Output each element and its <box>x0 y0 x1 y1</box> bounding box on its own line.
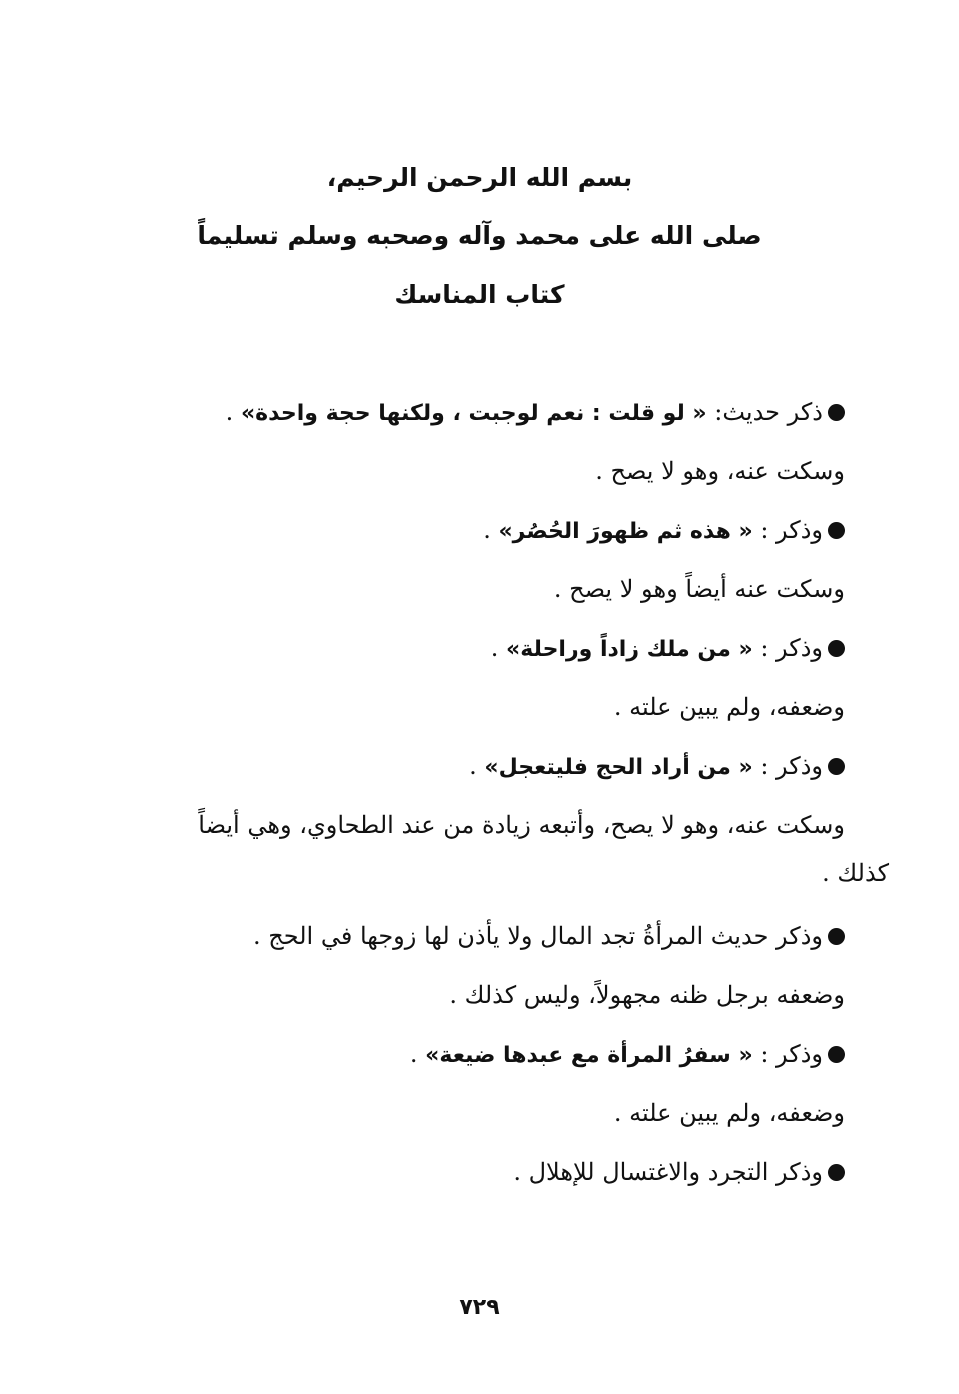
entry-tail: . <box>483 516 499 544</box>
hadith-quote: « هذه ثم ظهورَ الحُصُر» <box>498 519 753 544</box>
entry-comment-2: وسكت عنه أيضاً وهو لا يصح . <box>553 575 845 603</box>
entry-lead: وذكر : <box>752 634 823 662</box>
bullet-icon <box>828 1164 845 1181</box>
bullet-icon <box>828 758 845 775</box>
entry-lead: وذكر : <box>752 752 823 780</box>
entry-tail: . <box>225 398 241 426</box>
entry-comment-4: وسكت عنه، وهو لا يصح، وأتبعه زيادة من عند الطحاوي، وهي أيضاً <box>198 811 845 839</box>
hadith-quote: « من أراد الحج فليتعجل» <box>484 755 753 780</box>
hadith-quote: « سفرُ المرأة مع عبدها ضيعة» <box>425 1043 753 1068</box>
entry-bullet-7 <box>513 1152 845 1192</box>
entry-bullet-2 <box>483 510 845 552</box>
salawat-heading: صلى الله على محمد وآله وصحبه وسلم تسليماً <box>197 221 762 250</box>
entry-comment-5: وضعفه برجل ظنه مجهولاً، وليس كذلك . <box>449 981 845 1009</box>
entry-bullet-6 <box>410 1034 845 1076</box>
bullet-icon <box>828 1046 845 1063</box>
entry-comment-4-continuation: كذلك . <box>822 859 889 887</box>
bullet-icon <box>828 404 845 421</box>
entry-bullet-5 <box>253 916 845 956</box>
hadith-quote: « من ملك زاداً وراحلة» <box>506 637 753 662</box>
chapter-title: كتاب المناسك <box>394 280 565 309</box>
entry-bullet-4 <box>469 746 845 788</box>
hadith-quote: « لو قلت : نعم لوجبت ، ولكنها حجة واحدة» <box>240 401 707 426</box>
entry-text: وذكر التجرد والاغتسال للإهلال . <box>513 1158 823 1186</box>
entry-comment-3: وضعفه، ولم يبين علته . <box>613 693 845 721</box>
bullet-icon <box>828 928 845 945</box>
entry-lead: وذكر : <box>752 1040 823 1068</box>
entry-tail: . <box>469 752 485 780</box>
entry-bullet-1 <box>226 392 845 434</box>
entry-lead: وذكر : <box>752 516 823 544</box>
entry-bullet-3 <box>491 628 845 670</box>
entry-text: وذكر حديث المرأةُ تجد المال ولا يأذن لها زوجها في الحج . <box>253 922 823 950</box>
page-number: ٧٢٩ <box>459 1295 500 1320</box>
bullet-icon <box>828 522 845 539</box>
entry-tail: . <box>409 1040 426 1068</box>
entry-lead: ذكر حديث: <box>706 398 823 426</box>
entry-comment-1: وسكت عنه، وهو لا يصح . <box>595 457 845 485</box>
entry-tail: . <box>490 634 507 662</box>
entry-comment-6: وضعفه، ولم يبين علته . <box>613 1099 845 1127</box>
basmala-heading: بسم الله الرحمن الرحيم، <box>326 163 633 192</box>
bullet-icon <box>828 640 845 657</box>
